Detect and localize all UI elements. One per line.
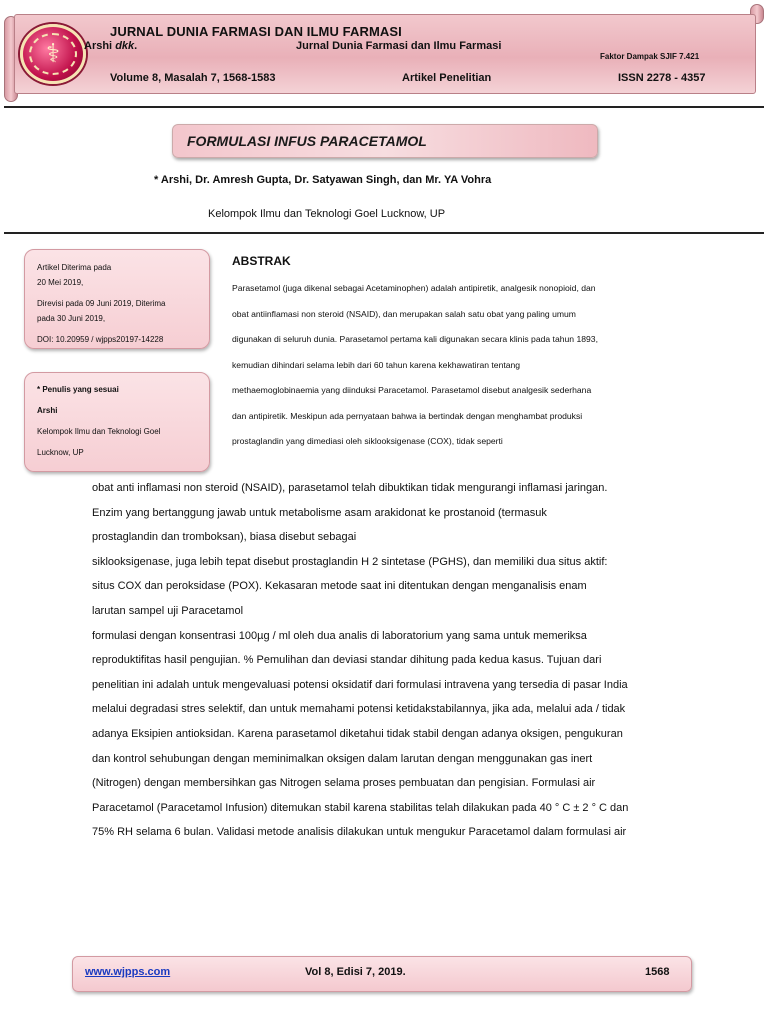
body-line: melalui degradasi stres selektif, dan untuk memahami potensi ketidakstabilannya, jika ada, melalui ada / tidak <box>92 703 626 716</box>
correspondence-box <box>24 372 210 472</box>
abstract-line: kemudian dihindari selama lebih dari 60 tahun karena kekhawatiran tentang <box>232 359 521 370</box>
body-line: obat anti inflamasi non steroid (NSAID), parasetamol telah dibuktikan tidak mengurangi inflamasi jaringan. <box>92 482 608 494</box>
correspondence-name: Arshi <box>37 406 58 415</box>
journal-logo-icon <box>20 24 86 84</box>
body-text <box>92 476 692 845</box>
body-line: siklooksigenase, juga lebih tepat disebut prostaglandin H 2 sintetase (PGHS), dan memiliki dua situs aktif: <box>92 555 608 568</box>
abstract-line: digunakan di seluruh dunia. Parasetamol pertama kali digunakan secara klinis pada tahun 1893, <box>232 334 598 344</box>
journal-title: JURNAL DUNIA FARMASI DAN ILMU FARMASI <box>110 24 402 39</box>
correspondence-label: * Penulis yang sesuai <box>37 385 119 394</box>
abstract-line: dan antipiretik. Meskipun ada pernyataan bahwa ia bertindak dengan menghambat produksi <box>232 410 583 421</box>
revised-line-2: pada 30 Juni 2019, <box>37 314 106 323</box>
caduceus-icon: ⚕ <box>45 39 61 69</box>
body-line: larutan sampel uji Paracetamol <box>92 604 244 617</box>
body-line: dan kontrol sehubungan dengan meminimalkan oksigen dalam larutan dengan menggunakan gas inert <box>92 752 593 765</box>
page-number: 1568 <box>645 966 670 978</box>
body-line: reproduktifitas hasil pengujian. % Pemulihan dan deviasi standar dihitung pada kedua kasus. Tujuan dari <box>92 654 602 667</box>
running-author: Arshi dkk. <box>84 40 138 52</box>
body-line: prostaglandin dan tromboksan), biasa disebut sebagai <box>92 531 357 544</box>
body-line: adanya Eksipien antioksidan. Karena parasetamol diketahui tidak stabil dengan adanya oksigen, pengukuran <box>92 727 623 740</box>
issn: ISSN 2278 - 4357 <box>618 72 706 84</box>
correspondence-affil-1: Kelompok Ilmu dan Teknologi Goel <box>37 427 161 436</box>
body-line: penelitian ini adalah untuk mengevaluasi potensi oksidatif dari formulasi intravena yang tersedia di pasar India <box>92 678 628 691</box>
doi: DOI: 10.20959 / wjpps20197-14228 <box>37 335 164 344</box>
article-title: FORMULASI INFUS PARACETAMOL <box>187 133 427 149</box>
header-divider <box>4 106 764 108</box>
impact-factor: Faktor Dampak SJIF 7.421 <box>600 52 700 61</box>
article-info-box <box>24 249 210 349</box>
body-line: (Nitrogen) dengan membersihkan gas Nitrogen selama proses pembuatan dan pengisian. Formulasi air <box>92 777 596 790</box>
body-line: Enzim yang bertanggung jawab untuk metabolisme asam arakidonat ke prostanoid (termasuk <box>92 506 547 519</box>
body-line: situs COX dan peroksidase (POX). Kekasaran metode saat ini ditentukan dengan menganalisis enam <box>92 580 587 593</box>
abstract-line: methaemoglobinaemia yang diinduksi Paracetamol. Parasetamol disebut analgesik sederhana <box>232 385 592 395</box>
received-label: Artikel Diterima pada <box>37 263 112 272</box>
volume-info: Volume 8, Masalah 7, 1568-1583 <box>110 72 276 84</box>
abstract-line: prostaglandin yang dimediasi oleh siklooksigenase (COX), tidak seperti <box>232 436 503 446</box>
revised-line-1: Direvisi pada 09 Juni 2019, Diterima <box>37 299 166 308</box>
abstract-text <box>232 276 682 455</box>
abstract-heading: ABSTRAK <box>232 254 291 268</box>
body-line: 75% RH selama 6 bulan. Validasi metode analisis dilakukan untuk mengukur Paracetamol dalam formulasi air <box>92 826 627 839</box>
journal-url-link[interactable]: www.wjpps.com <box>85 966 171 978</box>
received-date: 20 Mei 2019, <box>37 278 84 287</box>
running-journal-name: Jurnal Dunia Farmasi dan Ilmu Farmasi <box>296 40 502 52</box>
correspondence-affil-2: Lucknow, UP <box>37 448 84 457</box>
author-affiliation: Kelompok Ilmu dan Teknologi Goel Lucknow, UP <box>208 208 446 220</box>
title-divider <box>4 232 764 234</box>
body-line: formulasi dengan konsentrasi 100µg / ml oleh dua analis di laboratorium yang sama untuk memeriksa <box>92 629 587 642</box>
abstract-line: Parasetamol (juga dikenal sebagai Acetaminophen) adalah antipiretik, analgesik nonopioid, dan <box>232 283 596 293</box>
abstract-line: obat antiinflamasi non steroid (NSAID), dan merupakan salah satu obat yang paling umum <box>232 308 576 319</box>
page-footer <box>72 956 692 992</box>
footer-volume: Vol 8, Edisi 7, 2019. <box>305 966 406 978</box>
article-type: Artikel Penelitian <box>402 72 492 84</box>
body-line: Paracetamol (Paracetamol Infusion) ditemukan stabil karena stabilitas telah dilakukan pada 40 ° C ± 2 ° C dan <box>92 801 629 814</box>
article-title-box <box>172 124 598 158</box>
author-list: * Arshi, Dr. Amresh Gupta, Dr. Satyawan Singh, dan Mr. YA Vohra <box>154 174 492 186</box>
